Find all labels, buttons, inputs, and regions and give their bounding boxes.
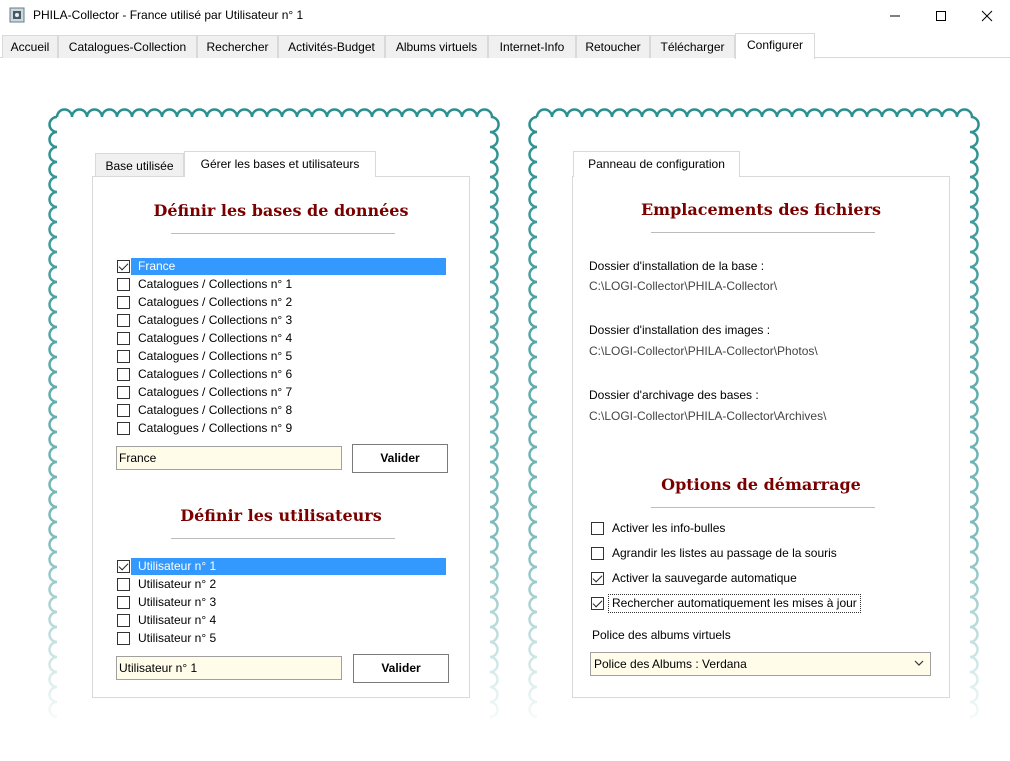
divider — [651, 232, 875, 233]
user-item[interactable] — [117, 630, 219, 647]
database-label: Catalogues / Collections n° 5 — [138, 349, 293, 363]
databases-heading: Définir les bases de données — [153, 201, 409, 220]
divider — [171, 233, 395, 234]
database-label: Catalogues / Collections n° 9 — [138, 421, 293, 435]
database-label: Catalogues / Collections n° 6 — [138, 367, 293, 381]
window-title: PHILA-Collector - France utilisé par Utilisateur n° 1 — [33, 8, 304, 22]
user-item[interactable] — [117, 594, 219, 611]
tab-internet-info[interactable]: Internet-Info — [488, 35, 576, 58]
tab-configurer[interactable]: Configurer — [735, 33, 815, 59]
database-checkbox[interactable] — [117, 350, 130, 363]
user-label: Utilisateur n° 2 — [138, 577, 217, 591]
database-item[interactable] — [117, 312, 295, 329]
user-checkbox[interactable] — [117, 632, 130, 645]
user-checkbox[interactable] — [117, 560, 130, 573]
tab-catalogues-collection[interactable]: Catalogues-Collection — [58, 35, 197, 58]
database-item[interactable] — [117, 348, 295, 365]
tab-accueil[interactable]: Accueil — [2, 35, 58, 58]
tab-activites-budget[interactable]: Activités-Budget — [278, 35, 385, 58]
startup-option-label: Agrandir les listes au passage de la souris — [612, 546, 837, 560]
album-font-value: Police des Albums : Verdana — [594, 657, 747, 671]
tab-retoucher[interactable]: Retoucher — [576, 35, 650, 58]
database-checkbox[interactable] — [117, 368, 130, 381]
tab-base-utilisee[interactable]: Base utilisée — [95, 153, 184, 177]
tab-albums-virtuels[interactable]: Albums virtuels — [385, 35, 488, 58]
database-item[interactable] — [117, 402, 295, 419]
database-checkbox[interactable] — [117, 386, 130, 399]
database-item[interactable] — [117, 276, 295, 293]
user-checkbox[interactable] — [117, 578, 130, 591]
tab-rechercher[interactable]: Rechercher — [197, 35, 278, 58]
database-checkbox[interactable] — [117, 404, 130, 417]
tab-panneau-configuration[interactable]: Panneau de configuration — [573, 151, 740, 177]
startup-option-checkbox[interactable] — [591, 572, 604, 585]
install-folder-label: Dossier d'installation de la base : — [589, 259, 765, 273]
chevron-down-icon — [914, 658, 924, 668]
validate-database-button[interactable]: Valider — [352, 444, 448, 473]
images-folder-label: Dossier d'installation des images : — [589, 323, 771, 337]
database-item[interactable] — [117, 420, 295, 437]
database-label: Catalogues / Collections n° 3 — [138, 313, 293, 327]
database-checkbox[interactable] — [117, 260, 130, 273]
startup-option-item[interactable] — [591, 520, 728, 537]
database-checkbox[interactable] — [117, 314, 130, 327]
database-label: Catalogues / Collections n° 2 — [138, 295, 293, 309]
divider — [651, 507, 875, 508]
startup-option-item[interactable] — [591, 570, 800, 587]
tab-telecharger[interactable]: Télécharger — [650, 35, 735, 58]
startup-option-label: Activer la sauvegarde automatique — [612, 571, 797, 585]
stamp-perforation — [50, 117, 57, 717]
user-item[interactable] — [117, 558, 219, 575]
database-label: Catalogues / Collections n° 1 — [138, 277, 293, 291]
install-folder-path: C:\LOGI-Collector\PHILA-Collector\ — [589, 279, 778, 293]
divider — [171, 538, 395, 539]
tab-gerer-bases-utilisateurs[interactable]: Gérer les bases et utilisateurs — [184, 151, 376, 177]
startup-option-checkbox[interactable] — [591, 597, 604, 610]
database-checkbox[interactable] — [117, 296, 130, 309]
user-checkbox[interactable] — [117, 614, 130, 627]
user-label: Utilisateur n° 5 — [138, 631, 217, 645]
database-label: Catalogues / Collections n° 7 — [138, 385, 293, 399]
images-folder-path: C:\LOGI-Collector\PHILA-Collector\Photos\ — [589, 344, 818, 358]
database-item[interactable] — [117, 258, 178, 275]
database-checkbox[interactable] — [117, 422, 130, 435]
album-font-select[interactable] — [590, 652, 931, 676]
startup-option-checkbox[interactable] — [591, 522, 604, 535]
validate-user-button[interactable]: Valider — [353, 654, 449, 683]
database-item[interactable] — [117, 294, 295, 311]
users-heading: Définir les utilisateurs — [180, 506, 382, 525]
user-label: Utilisateur n° 3 — [138, 595, 217, 609]
user-label: Utilisateur n° 4 — [138, 613, 217, 627]
database-checkbox[interactable] — [117, 278, 130, 291]
database-label: Catalogues / Collections n° 4 — [138, 331, 293, 345]
database-item[interactable] — [117, 384, 295, 401]
user-name-input[interactable]: Utilisateur n° 1 — [116, 656, 342, 680]
archive-folder-label: Dossier d'archivage des bases : — [589, 388, 759, 402]
startup-option-item[interactable] — [591, 595, 860, 612]
startup-option-checkbox[interactable] — [591, 547, 604, 560]
database-item[interactable] — [117, 330, 295, 347]
locations-heading: Emplacements des fichiers — [640, 200, 882, 219]
stamp-perforation — [530, 117, 537, 717]
startup-option-label: Rechercher automatiquement les mises à jour — [609, 595, 860, 612]
database-label: France — [135, 258, 178, 275]
startup-option-label: Activer les info-bulles — [612, 521, 726, 535]
database-name-input[interactable]: France — [116, 446, 342, 470]
user-label: Utilisateur n° 1 — [135, 558, 219, 575]
database-checkbox[interactable] — [117, 332, 130, 345]
configuration-panel — [572, 176, 950, 698]
user-checkbox[interactable] — [117, 596, 130, 609]
database-item[interactable] — [117, 366, 295, 383]
user-item[interactable] — [117, 576, 219, 593]
font-label: Police des albums virtuels — [592, 628, 731, 642]
archive-folder-path: C:\LOGI-Collector\PHILA-Collector\Archives\ — [589, 409, 827, 423]
startup-option-item[interactable] — [591, 545, 840, 562]
user-item[interactable] — [117, 612, 219, 629]
database-label: Catalogues / Collections n° 8 — [138, 403, 293, 417]
startup-heading: Options de démarrage — [661, 475, 861, 494]
